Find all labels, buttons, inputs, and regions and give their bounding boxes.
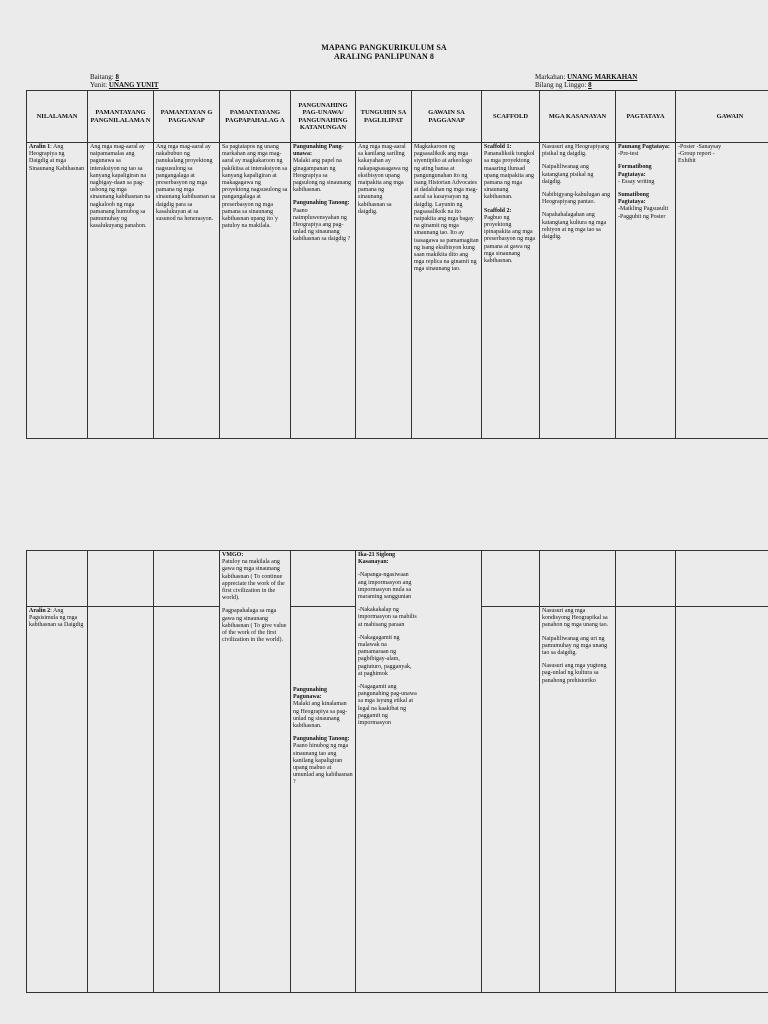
pagunawa-text: Malaki ang papel na ginagampanan ng Heograpiya sa pagsulong ng sinaunang kabihasnan. xyxy=(293,158,351,194)
markahan-value: UNANG MARKAHAN xyxy=(567,73,638,81)
col-kasanayan: MGA KASANAYAN xyxy=(540,91,616,143)
yunit-value: UNANG YUNIT xyxy=(108,81,159,89)
vmgo-label: VMGO: xyxy=(222,552,244,558)
nilalaman-cell xyxy=(27,143,88,439)
vmgo-cell xyxy=(220,551,291,993)
table-row xyxy=(27,551,768,607)
siglo-label: Ika-21 Siglong Kasanayan: xyxy=(358,552,396,566)
gawain-pagganap-cell: Magkakaroon ng pagsasaliksik ang mga siyentipiko at arkeologo ng ating bansa at pangungunahan ito ng isang Historian Advocates at dadaluhan ng mga mag-aaral sa kasaysayan ng daigdig. Layunin ng pagsasaliksik na ito naipakita ang mga bagay na ginamit ng mga sinaunang tao. Ito ay isasagawa sa pamamagitan ng isang eksibisyon kung saan makikita dito ang mga replica na ginamit ng mga sinaunang tao. xyxy=(412,143,482,439)
nilalaman-cell xyxy=(27,607,88,993)
aralin-title: Aralin 2 xyxy=(29,608,51,614)
sumatibong-text1: -Maikling Pagsusulit xyxy=(618,206,669,213)
col-pagpapahalaga: PAMANTAYANG PAGPAPAHALAG A xyxy=(220,91,291,143)
kasanayan-cell xyxy=(540,143,616,439)
siglo-cell xyxy=(356,551,482,993)
col-gawain-pagganap: GAWAIN SA PAGGANAP xyxy=(412,91,482,143)
kasanayan-item: Napahahalagahan ang katangiang kultura ng mga rehiyon at ng mga tao sa daigdig. xyxy=(542,212,607,241)
empty-cell xyxy=(676,551,768,607)
curriculum-map-table-2 xyxy=(26,550,768,993)
siglo-item: -Nagagamit ang pangunahing pag-unawa sa mga isyung etikal at legal na kaakibat ng paggamit ng impormasyon xyxy=(358,684,417,727)
kasanayan-item: Nasusuri ang Heograpiyang pisikal ng daigdig. xyxy=(542,144,609,158)
baitang-value: 8 xyxy=(115,73,119,81)
empty-cell xyxy=(154,607,220,993)
paunang-label: Paunang Pagtataya: xyxy=(618,144,670,150)
kasanayan-item: Naipaliliwanag ang katangiang pisikal ng daigdig. xyxy=(542,164,594,185)
document-title-line1: MAPANG PANGKURIKULUM SA xyxy=(321,43,447,52)
tanong-text: Paano naimpluwensyahan ng Heograpiya ang pag-unlad ng sinaunang kabihasnan sa daigdig ? xyxy=(293,207,351,243)
col-pagunawa: PANGUNAHING PAG-UNAWA/ PANGUNAHING KATANUNGAN xyxy=(291,91,356,143)
kasanayan-item: Nasusuri ang mga kondisyong Heograpikal sa panahon ng mga unang tao. xyxy=(542,608,609,629)
empty-cell xyxy=(540,551,616,607)
pagunawa-label: Pangunahing Pang-unawa: xyxy=(293,144,344,158)
col-gawain: GAWAIN xyxy=(676,91,768,143)
tunguhin-cell: Ang mga mag-aaral sa kanilang sariling kakayahan ay nakapagsasagawa ng eksibisyon upang maipakita ang mga pamana ng sinaunang kabihasnan sa daigdig. xyxy=(356,143,412,439)
pagpapahalaga-cell: Sa pagtatapos ng unang markahan ang mga mag-aaral ay magkakaroon ng pakikiisa at interaksiyon sa kanyang kapaligiran at makagagawa ng proyektong nagsusulong sa pangangalaga at preserbasyon ng mga pamana sa sinaunang kabihasnan upang ito`y patuloy na makilala. xyxy=(220,143,291,439)
scaffold2-label: Scaffold 2: xyxy=(484,207,512,214)
empty-cell xyxy=(482,607,540,993)
yunit-label: Yunit: xyxy=(90,81,108,89)
aralin-title: Aralin 1 xyxy=(29,144,51,150)
table-row xyxy=(27,143,768,439)
empty-cell xyxy=(88,551,154,607)
baitang-label: Baitang: xyxy=(90,73,114,81)
markahan-label: Markahan: xyxy=(535,73,566,81)
col-scaffold: SCAFFOLD xyxy=(482,91,540,143)
sumatibong-text2: -Paggubit ng Poster xyxy=(618,213,666,220)
empty-cell xyxy=(291,551,356,607)
scaffold2-text: Pagbuo ng proyektong ipinapakita ang mga preserbasyon ng mga pamana at gawa ng mga sinaunang kabihasnan. xyxy=(484,214,535,265)
vmgo-text2: Pagpapahalaga sa mga gawa ng sinaunang kabihasnan ( To give value of the work of the first civilization in the world). xyxy=(222,608,287,644)
kasanayan-item: Nabibigyang-kahulugan ang Heograpiyang pantao. xyxy=(542,192,611,206)
pagunawa-cell xyxy=(291,607,356,993)
siglo-item: -Nakagagamit ng malawak na pamamaraan ng pagbibigay-alam, pagtuturo, pagganyak, at paghimok xyxy=(358,634,412,677)
pangnilalaman-cell: Ang mga mag-aaral ay naipamamalas ang pagunawa sa interaksiyon ng tao sa kanyang kapaligiran na nagbigay-daan sa pag-usbong ng mga sinaunang kabihasnan na nagkaloob ng mga pamanang humubog sa pamumuhay ng kasalukuyang panahon. xyxy=(88,143,154,439)
col-pangnilalaman: PAMANTAYANG PANGNILALAMA N xyxy=(88,91,154,143)
kasanayan-cell xyxy=(540,607,616,993)
tanong-label: Pangunahing Tanong: xyxy=(293,200,350,207)
aralin-text: : Ang Heograpiya ng Daigdig at mga Sinaunang Kabihasnan xyxy=(29,144,85,172)
pagtataya-cell xyxy=(616,143,676,439)
grade-info xyxy=(90,73,159,89)
linggo-label: Bilang ng Linggo: xyxy=(535,81,587,89)
scaffold1-label: Scaffold 1: xyxy=(484,144,512,150)
paunang-text: -Pre-test xyxy=(618,151,639,158)
siglo-item: -Nakakakalap ng impormasyon sa mabilis at mabisang paraan xyxy=(358,607,417,628)
col-pagganap: PAMANTAYAN G PAGGANAP xyxy=(154,91,220,143)
document-title-line2: ARALING PANLIPUNAN 8 xyxy=(333,52,435,61)
empty-cell xyxy=(154,551,220,607)
col-nilalaman: NILALAMAN xyxy=(27,91,88,143)
col-pagtataya: PAGTATAYA xyxy=(616,91,676,143)
empty-cell xyxy=(676,607,768,993)
scaffold-cell xyxy=(482,143,540,439)
siglo-item: -Napanga-ngasiwaan ang impormasyon ang impormasyon mula sa maraming sanggunian xyxy=(358,572,412,601)
pagunawa-text: Malaki ang kinalaman ng Heograpiya sa pag-unlad ng sinaunang kabihasnan. xyxy=(293,701,348,730)
empty-cell xyxy=(482,551,540,607)
empty-cell xyxy=(616,551,676,607)
header-row xyxy=(27,91,768,143)
aralin-text: : Ang Pagsisimula ng mga kabihasnan sa Daigdig xyxy=(29,608,84,629)
col-tunguhin: TUNGUHIN SA PAGLILIPAT xyxy=(356,91,412,143)
formatibong-label: Formatibong Pagtataya: xyxy=(618,164,652,178)
empty-cell xyxy=(27,551,88,607)
linggo-value: 8 xyxy=(588,81,592,89)
kasanayan-item: Naipaliliwanag ang uri ng pamumuhay ng mga unang tao sa daigdig. xyxy=(542,635,608,657)
scaffold1-text: Pananaliksik tungkol sa mga proyektong maaaring ilunsad upang maipakita ang pamana ng mga sinaunang kabihasnan. xyxy=(484,151,535,201)
empty-cell xyxy=(616,607,676,993)
pagganap-cell: Ang mga mag-aaral ay nakabubuo ng panukalang proyektong nagsusulong sa pangangalaga at preserbasyon ng mga pamana ng mga sinaunang kabihasnan sa daigdig para sa kasalukuyan at sa susunod na henerasyon. xyxy=(154,143,220,439)
kasanayan-item: Nasusuri ang mga yugtong pag-unlad ng kultura sa panahong prehistoriko xyxy=(542,663,607,684)
pagunawa-cell xyxy=(291,143,356,439)
formatibong-text: - Essay writing xyxy=(618,178,655,185)
vmgo-text1: Patuloy na makilala ang gawa ng mga sinaunang kabihasnan ( To continue appreciate the work of the first civilization in the world). xyxy=(222,559,285,602)
quarter-info xyxy=(535,73,637,89)
curriculum-map-table-1 xyxy=(26,90,768,439)
sumatibong-label: Sumatibong Pagtataya: xyxy=(618,192,650,206)
empty-cell xyxy=(88,607,154,993)
pagunawa-label: Pangunahing Pagunawa: xyxy=(293,687,328,701)
gawain-cell: -Poster -Sanaysay -Group report -Exhibit xyxy=(676,143,768,439)
tanong-text: Paano hinubog ng mga sinaunang tao ang kanilang kapaligiran upang mabuo at umunlad ang kabihasnan ? xyxy=(293,743,353,786)
tanong-label: Pangunahing Tanong: xyxy=(293,736,350,743)
